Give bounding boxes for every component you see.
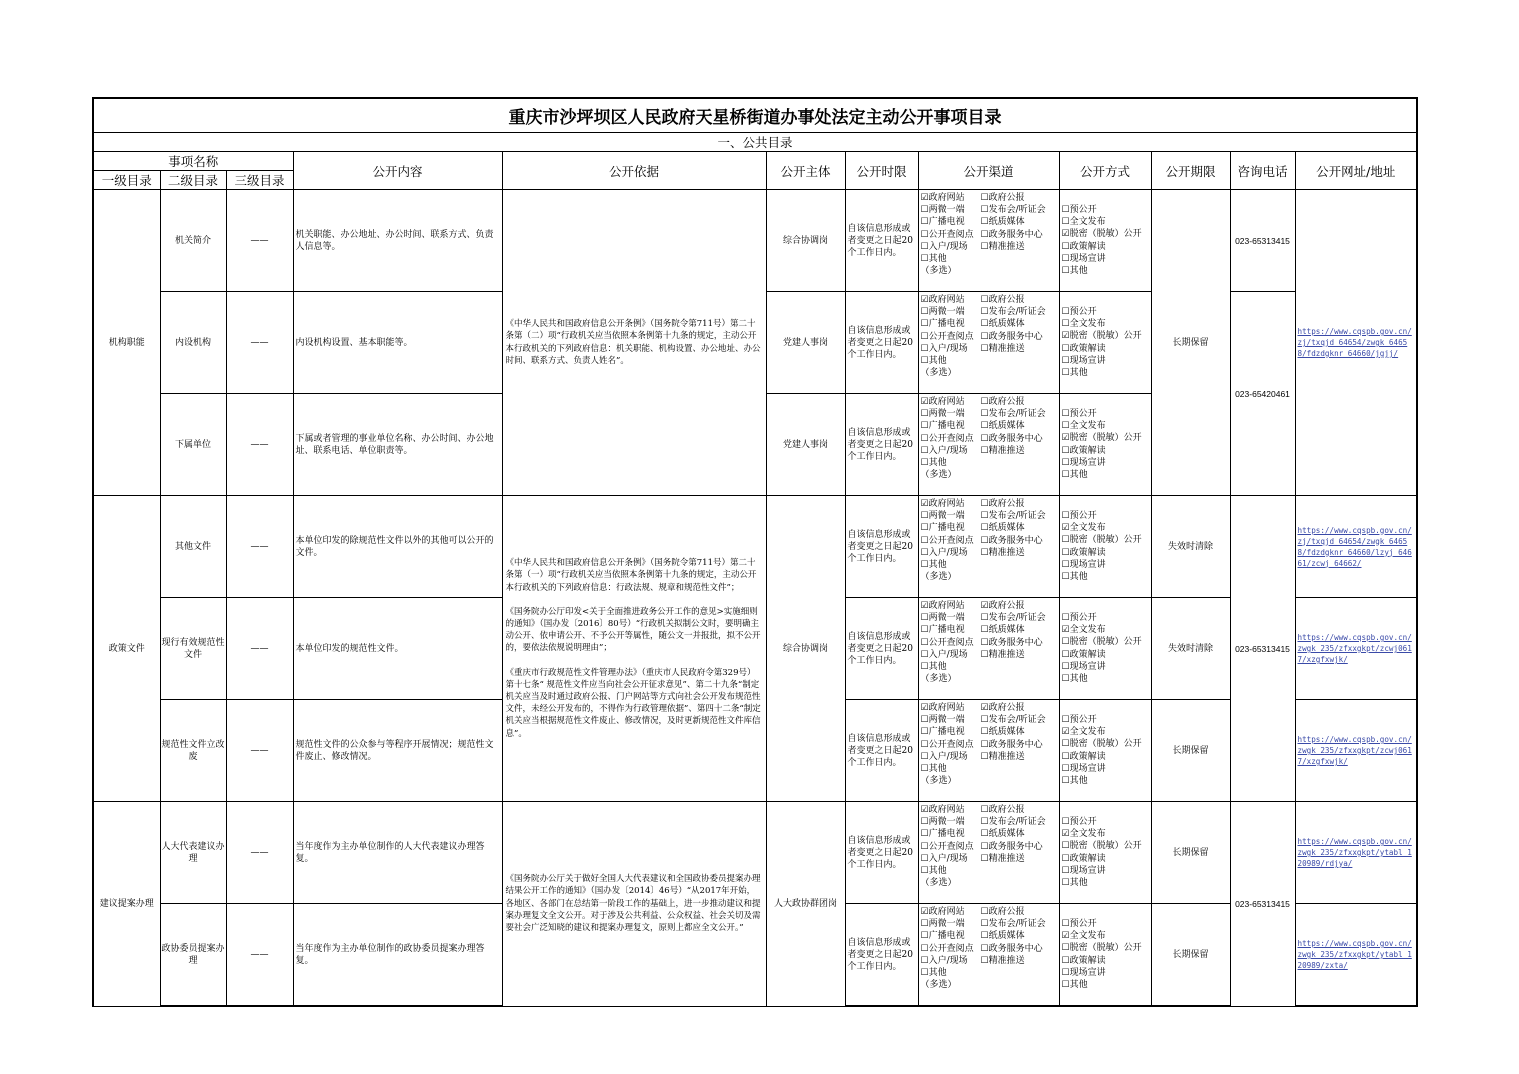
channel-option: ☐入户/现场 bbox=[920, 751, 968, 762]
method-option: ☐预公开 bbox=[1061, 306, 1097, 317]
method-option: ☐脱密（脱敏）公开 bbox=[1061, 637, 1142, 648]
method-option: ☐脱密（脱敏）公开 bbox=[1061, 943, 1142, 954]
period-cell: 长期保留 bbox=[1151, 802, 1230, 904]
multi-select-note: （多选） bbox=[920, 266, 957, 277]
phone-cell: 023-65313415 bbox=[1230, 190, 1295, 292]
channel-option: ☐入户/现场 bbox=[920, 343, 968, 354]
channel-option: ☐精准推送 bbox=[980, 445, 1025, 456]
channel-option: ☐纸质媒体 bbox=[980, 727, 1025, 738]
channel-option: ☑政府网站 bbox=[920, 499, 965, 509]
channel-option: ☐广播电视 bbox=[920, 523, 965, 534]
channel-option: ☑政府网站 bbox=[920, 703, 965, 713]
channel-option: ☐政府公报 bbox=[980, 805, 1025, 815]
channel-option: ☐精准推送 bbox=[980, 343, 1025, 354]
method-option: ☑全文发布 bbox=[1061, 727, 1106, 738]
method-option: ☐全文发布 bbox=[1061, 217, 1106, 228]
channel-option: ☐其他 bbox=[920, 764, 947, 775]
method-option: ☐现场宣讲 bbox=[1061, 967, 1106, 978]
channel-option: ☐广播电视 bbox=[920, 217, 965, 228]
method-option: ☑脱密（脱敏）公开 bbox=[1061, 331, 1142, 342]
channel-option: ☐两微一端 bbox=[920, 919, 965, 930]
header-url: 公开网址/地址 bbox=[1295, 152, 1417, 190]
header-subject: 公开主体 bbox=[766, 152, 845, 190]
channel-option: ☐两微一端 bbox=[920, 613, 965, 624]
time-cell: 自该信息形成或者变更之日起20个工作日内。 bbox=[845, 700, 918, 802]
level3-cell: —— bbox=[226, 904, 293, 1007]
channel-option: ☐精准推送 bbox=[980, 751, 1025, 762]
method-option: ☐政策解读 bbox=[1061, 445, 1106, 456]
method-option: ☐其他 bbox=[1061, 979, 1088, 990]
channel-option: ☐发布会/听证会 bbox=[980, 613, 1046, 624]
channel-cell bbox=[918, 190, 1059, 292]
basis-paragraph: 《中华人民共和国政府信息公开条例》（国务院令第711号）第二十条第（一）项“行政机关应当依照本条例第十九条的规定，主动公开本行政机关的下列政府信息：行政法规、规章和规范性文件”； bbox=[505, 558, 757, 593]
channel-option: ☐纸质媒体 bbox=[980, 931, 1025, 942]
phone-cell: 023-65313415 bbox=[1230, 802, 1295, 1007]
multi-select-note: （多选） bbox=[920, 980, 957, 991]
channel-option: ☐其他 bbox=[920, 662, 947, 673]
channel-option: ☐入户/现场 bbox=[920, 241, 968, 252]
level3-cell: —— bbox=[226, 190, 293, 292]
method-option: ☐政策解读 bbox=[1061, 955, 1106, 966]
channel-option: ☑政府网站 bbox=[920, 907, 965, 917]
method-option: ☐其他 bbox=[1061, 265, 1088, 276]
channel-option: ☑政府公报 bbox=[980, 601, 1025, 611]
header-basis: 公开依据 bbox=[502, 152, 766, 190]
level2-cell: 其他文件 bbox=[160, 496, 226, 598]
url-link[interactable]: https://www.cqspb.gov.cn/zj/txqjd_64654/zwgk_64658/fdzdgknr_64660/lzyj_64661/zcwj_64662/ bbox=[1297, 525, 1412, 568]
method-option: ☐现场宣讲 bbox=[1061, 763, 1106, 774]
channel-option: ☐发布会/听证会 bbox=[980, 919, 1046, 930]
content-cell: 机关职能、办公地址、办公时间、联系方式、负责人信息等。 bbox=[293, 190, 502, 292]
channel-option: ☐发布会/听证会 bbox=[980, 205, 1046, 216]
channel-option: ☐纸质媒体 bbox=[980, 625, 1025, 636]
method-option: ☐现场宣讲 bbox=[1061, 253, 1106, 264]
channel-option: ☐其他 bbox=[920, 968, 947, 979]
channel-option: ☐政府公报 bbox=[980, 193, 1025, 203]
channel-option: ☐广播电视 bbox=[920, 829, 965, 840]
header-level1: 一级目录 bbox=[93, 171, 160, 190]
level2-cell: 现行有效规范性文件 bbox=[160, 598, 226, 700]
channel-option: ☐发布会/听证会 bbox=[980, 409, 1046, 420]
period-cell: 长期保留 bbox=[1151, 700, 1230, 802]
channel-option: ☐公开查阅点 bbox=[920, 535, 974, 546]
time-cell: 自该信息形成或者变更之日起20个工作日内。 bbox=[845, 190, 918, 292]
channel-option: ☐公开查阅点 bbox=[920, 331, 974, 342]
method-option: ☐政策解读 bbox=[1061, 751, 1106, 762]
header-channel: 公开渠道 bbox=[918, 152, 1059, 190]
channel-option: ☐入户/现场 bbox=[920, 649, 968, 660]
method-option: ☐预公开 bbox=[1061, 714, 1097, 725]
method-cell bbox=[1059, 190, 1151, 292]
method-option: ☐预公开 bbox=[1061, 510, 1097, 521]
url-link[interactable]: https://www.cqspb.gov.cn/zwgk_235/zfxxgkpt/zcwj0617/xzgfxwjk/ bbox=[1297, 735, 1412, 766]
method-option: ☐脱密（脱敏）公开 bbox=[1061, 841, 1142, 852]
channel-option: ☐广播电视 bbox=[920, 421, 965, 432]
method-option: ☐脱密（脱敏）公开 bbox=[1061, 535, 1142, 546]
method-option: ☐政策解读 bbox=[1061, 649, 1106, 660]
method-option: ☐脱密（脱敏）公开 bbox=[1061, 739, 1142, 750]
method-option: ☑脱密（脱敏）公开 bbox=[1061, 433, 1142, 444]
channel-option: ☐其他 bbox=[920, 866, 947, 877]
method-option: ☐预公开 bbox=[1061, 816, 1097, 827]
method-option: ☑全文发布 bbox=[1061, 829, 1106, 840]
channel-option: ☐公开查阅点 bbox=[920, 637, 974, 648]
url-link[interactable]: https://www.cqspb.gov.cn/zwgk_235/zfxxgkpt/zcwj0617/xzgfxwjk/ bbox=[1297, 633, 1412, 664]
channel-option: ☑政府公报 bbox=[980, 703, 1025, 713]
table-row bbox=[93, 190, 1417, 292]
period-cell: 失效时清除 bbox=[1151, 496, 1230, 598]
multi-select-note: （多选） bbox=[920, 470, 957, 481]
channel-option: ☐发布会/听证会 bbox=[980, 817, 1046, 828]
method-option: ☑全文发布 bbox=[1061, 625, 1106, 636]
multi-select-note: （多选） bbox=[920, 776, 957, 787]
time-cell: 自该信息形成或者变更之日起20个工作日内。 bbox=[845, 394, 918, 496]
header-time: 公开时限 bbox=[845, 152, 918, 190]
basis-paragraph: 《中华人民共和国政府信息公开条例》（国务院令第711号）第二十条第（二）项“行政机关应当依照本条例第十九条的规定，主动公开本行政机关的下列政府信息：机关职能、机构设置、办公地址、办公时间、联系方式、负责人姓名”。 bbox=[505, 319, 761, 366]
channel-option: ☐政务服务中心 bbox=[980, 739, 1043, 750]
section-title: 一、公共目录 bbox=[93, 133, 1417, 152]
header-level3: 三级目录 bbox=[226, 171, 293, 190]
method-option: ☐现场宣讲 bbox=[1061, 457, 1106, 468]
channel-cell bbox=[918, 700, 1059, 802]
url-cell bbox=[1295, 904, 1417, 1007]
url-cell bbox=[1295, 598, 1417, 700]
level2-cell: 人大代表建议办理 bbox=[160, 802, 226, 904]
content-cell: 当年度作为主办单位制作的人大代表建议办理答复。 bbox=[293, 802, 502, 904]
channel-option: ☐政务服务中心 bbox=[980, 535, 1043, 546]
url-link[interactable]: https://www.cqspb.gov.cn/zj/txqjd_64654/zwgk_64658/fdzdgknr_64660/jgjj/ bbox=[1297, 327, 1412, 358]
channel-option: ☐公开查阅点 bbox=[920, 433, 974, 444]
channel-option: ☐纸质媒体 bbox=[980, 523, 1025, 534]
method-option: ☑脱密（脱敏）公开 bbox=[1061, 229, 1142, 240]
level1-cell: 机构职能 bbox=[93, 190, 160, 496]
method-option: ☐预公开 bbox=[1061, 408, 1097, 419]
channel-option: ☐入户/现场 bbox=[920, 445, 968, 456]
channel-option: ☐其他 bbox=[920, 254, 947, 265]
channel-option: ☐入户/现场 bbox=[920, 547, 968, 558]
subject-cell: 综合协调岗 bbox=[766, 190, 845, 292]
level3-cell: —— bbox=[226, 292, 293, 394]
channel-option: ☐精准推送 bbox=[980, 649, 1025, 660]
channel-option: ☐发布会/听证会 bbox=[980, 307, 1046, 318]
method-option: ☐其他 bbox=[1061, 673, 1088, 684]
catalog-sheet bbox=[92, 97, 1416, 1007]
channel-option: ☐其他 bbox=[920, 356, 947, 367]
method-option: ☐政策解读 bbox=[1061, 547, 1106, 558]
channel-option: ☑政府网站 bbox=[920, 601, 965, 611]
channel-option: ☐政务服务中心 bbox=[980, 331, 1043, 342]
channel-option: ☐两微一端 bbox=[920, 307, 965, 318]
method-cell bbox=[1059, 904, 1151, 1007]
period-cell: 长期保留 bbox=[1151, 190, 1230, 496]
basis-cell bbox=[502, 496, 766, 802]
channel-option: ☐政务服务中心 bbox=[980, 229, 1043, 240]
method-option: ☐现场宣讲 bbox=[1061, 865, 1106, 876]
level3-cell: —— bbox=[226, 496, 293, 598]
channel-option: ☑政府网站 bbox=[920, 805, 965, 815]
channel-option: ☐政务服务中心 bbox=[980, 637, 1043, 648]
channel-option: ☐其他 bbox=[920, 560, 947, 571]
level3-cell: —— bbox=[226, 598, 293, 700]
channel-option: ☐公开查阅点 bbox=[920, 943, 974, 954]
channel-option: ☐政府公报 bbox=[980, 397, 1025, 407]
method-option: ☐其他 bbox=[1061, 775, 1088, 786]
channel-cell bbox=[918, 904, 1059, 1007]
method-cell bbox=[1059, 394, 1151, 496]
basis-paragraph: 《国务院办公厅关于做好全国人大代表建议和全国政协委员提案办理结果公开工作的通知》（国办发〔2014〕46号）“从2017年开始，各地区、各部门在总结第一阶段工作的基础上，进一步推动建议和提案办理复文全文公开。对于涉及公共利益、公众权益、社会关切及需要社会广泛知晓的建议和提案办理复文，原则上都应全文公开。” bbox=[505, 874, 761, 934]
channel-option: ☐公开查阅点 bbox=[920, 739, 974, 750]
channel-cell bbox=[918, 598, 1059, 700]
content-cell: 本单位印发的除规范性文件以外的其他可以公开的文件。 bbox=[293, 496, 502, 598]
channel-option: ☐发布会/听证会 bbox=[980, 715, 1046, 726]
level1-cell: 政策文件 bbox=[93, 496, 160, 802]
period-cell: 长期保留 bbox=[1151, 904, 1230, 1007]
header-phone: 咨询电话 bbox=[1230, 152, 1295, 190]
level3-cell: —— bbox=[226, 802, 293, 904]
basis-paragraph: 《国务院办公厅印发<关于全面推进政务公开工作的意见>实施细则的通知》（国办发〔2016〕80号）“行政机关拟制公文时，要明确主动公开、依申请公开、不予公开等属性，随公文一并报批，拟不公开的，要依法依规说明理由”； bbox=[505, 606, 761, 654]
method-option: ☐全文发布 bbox=[1061, 421, 1106, 432]
level2-cell: 机关简介 bbox=[160, 190, 226, 292]
channel-option: ☐政府公报 bbox=[980, 499, 1025, 509]
phone-cell: 023-65420461 bbox=[1230, 292, 1295, 496]
channel-option: ☐广播电视 bbox=[920, 319, 965, 330]
channel-option: ☐发布会/听证会 bbox=[980, 511, 1046, 522]
channel-option: ☐入户/现场 bbox=[920, 955, 968, 966]
header-level2: 二级目录 bbox=[160, 171, 226, 190]
channel-option: ☐纸质媒体 bbox=[980, 217, 1025, 228]
channel-option: ☐精准推送 bbox=[980, 241, 1025, 252]
method-option: ☐预公开 bbox=[1061, 612, 1097, 623]
multi-select-note: （多选） bbox=[920, 674, 957, 685]
table-row bbox=[93, 802, 1417, 904]
subject-cell: 党建人事岗 bbox=[766, 394, 845, 496]
method-option: ☐政策解读 bbox=[1061, 343, 1106, 354]
method-option: ☑全文发布 bbox=[1061, 523, 1106, 534]
channel-option: ☐其他 bbox=[920, 458, 947, 469]
method-option: ☐预公开 bbox=[1061, 204, 1097, 215]
time-cell: 自该信息形成或者变更之日起20个工作日内。 bbox=[845, 904, 918, 1007]
method-cell bbox=[1059, 802, 1151, 904]
phone-cell: 023-65313415 bbox=[1230, 496, 1295, 802]
basis-cell bbox=[502, 802, 766, 1007]
subject-cell: 党建人事岗 bbox=[766, 292, 845, 394]
method-cell bbox=[1059, 700, 1151, 802]
method-option: ☐其他 bbox=[1061, 367, 1088, 378]
multi-select-note: （多选） bbox=[920, 572, 957, 583]
channel-cell bbox=[918, 802, 1059, 904]
url-cell bbox=[1295, 700, 1417, 802]
channel-option: ☑政府网站 bbox=[920, 193, 965, 203]
method-option: ☐现场宣讲 bbox=[1061, 661, 1106, 672]
url-cell bbox=[1295, 190, 1417, 496]
channel-cell bbox=[918, 394, 1059, 496]
level1-cell: 建议提案办理 bbox=[93, 802, 160, 1007]
content-cell: 本单位印发的规范性文件。 bbox=[293, 598, 502, 700]
url-link[interactable]: https://www.cqspb.gov.cn/zwgk_235/zfxxgkpt/ytabl_120989/zxta/ bbox=[1297, 939, 1412, 970]
channel-cell bbox=[918, 496, 1059, 598]
channel-option: ☐公开查阅点 bbox=[920, 229, 974, 240]
method-option: ☐其他 bbox=[1061, 571, 1088, 582]
channel-option: ☐政务服务中心 bbox=[980, 841, 1043, 852]
basis-paragraph: 《重庆市行政规范性文件管理办法》（重庆市人民政府令第329号）第十七条“ 规范性文件应当向社会公开征求意见”、第二十九条“制定机关应当及时通过政府公报、门户网站等方式向社会公开发布规范性文件，未经公开发布的，不得作为行政管理依据”、第四十二条“制定机关应当根据规范性文件废止、修改情况，及时更新规范性文件库信息”。 bbox=[505, 667, 761, 739]
method-option: ☑全文发布 bbox=[1061, 931, 1106, 942]
level3-cell: —— bbox=[226, 700, 293, 802]
method-option: ☐政策解读 bbox=[1061, 853, 1106, 864]
channel-option: ☐精准推送 bbox=[980, 955, 1025, 966]
time-cell: 自该信息形成或者变更之日起20个工作日内。 bbox=[845, 292, 918, 394]
page-title: 重庆市沙坪坝区人民政府天星桥街道办事处法定主动公开事项目录 bbox=[93, 98, 1417, 133]
multi-select-note: （多选） bbox=[920, 878, 957, 889]
channel-option: ☐政务服务中心 bbox=[980, 433, 1043, 444]
table-row bbox=[93, 496, 1417, 598]
subject-cell: 综合协调岗 bbox=[766, 496, 845, 802]
method-option: ☐其他 bbox=[1061, 469, 1088, 480]
header-content: 公开内容 bbox=[293, 152, 502, 190]
channel-option: ☐公开查阅点 bbox=[920, 841, 974, 852]
channel-option: ☐政府公报 bbox=[980, 907, 1025, 917]
time-cell: 自该信息形成或者变更之日起20个工作日内。 bbox=[845, 496, 918, 598]
channel-option: ☑政府网站 bbox=[920, 295, 965, 305]
content-cell: 内设机构设置、基本职能等。 bbox=[293, 292, 502, 394]
channel-option: ☐两微一端 bbox=[920, 817, 965, 828]
period-cell: 失效时清除 bbox=[1151, 598, 1230, 700]
method-cell bbox=[1059, 598, 1151, 700]
channel-option: ☐广播电视 bbox=[920, 727, 965, 738]
channel-option: ☐两微一端 bbox=[920, 511, 965, 522]
channel-option: ☐纸质媒体 bbox=[980, 829, 1025, 840]
content-cell: 规范性文件的公众参与等程序开展情况；规范性文件废止、修改情况。 bbox=[293, 700, 502, 802]
url-link[interactable]: https://www.cqspb.gov.cn/zwgk_235/zfxxgkpt/ytabl_120989/rdjya/ bbox=[1297, 837, 1412, 868]
channel-option: ☐政务服务中心 bbox=[980, 943, 1043, 954]
url-cell bbox=[1295, 496, 1417, 598]
channel-option: ☐入户/现场 bbox=[920, 853, 968, 864]
time-cell: 自该信息形成或者变更之日起20个工作日内。 bbox=[845, 598, 918, 700]
level2-cell: 政协委员提案办理 bbox=[160, 904, 226, 1007]
channel-option: ☐纸质媒体 bbox=[980, 319, 1025, 330]
level2-cell: 内设机构 bbox=[160, 292, 226, 394]
channel-option: ☐纸质媒体 bbox=[980, 421, 1025, 432]
header-item-name: 事项名称 bbox=[93, 152, 293, 171]
channel-option: ☑政府网站 bbox=[920, 397, 965, 407]
header-period: 公开期限 bbox=[1151, 152, 1230, 190]
channel-option: ☐精准推送 bbox=[980, 853, 1025, 864]
channel-option: ☐两微一端 bbox=[920, 205, 965, 216]
level2-cell: 规范性文件立改废 bbox=[160, 700, 226, 802]
url-cell bbox=[1295, 802, 1417, 904]
channel-option: ☐广播电视 bbox=[920, 625, 965, 636]
method-option: ☐现场宣讲 bbox=[1061, 355, 1106, 366]
method-cell bbox=[1059, 292, 1151, 394]
channel-option: ☐两微一端 bbox=[920, 715, 965, 726]
method-cell bbox=[1059, 496, 1151, 598]
catalog-table bbox=[92, 97, 1418, 1007]
level2-cell: 下属单位 bbox=[160, 394, 226, 496]
method-option: ☐政策解读 bbox=[1061, 241, 1106, 252]
channel-cell bbox=[918, 292, 1059, 394]
level3-cell: —— bbox=[226, 394, 293, 496]
method-option: ☐现场宣讲 bbox=[1061, 559, 1106, 570]
content-cell: 当年度作为主办单位制作的政协委员提案办理答复。 bbox=[293, 904, 502, 1007]
channel-option: ☐精准推送 bbox=[980, 547, 1025, 558]
content-cell: 下属或者管理的事业单位名称、办公时间、办公地址、联系电话、单位职责等。 bbox=[293, 394, 502, 496]
channel-option: ☐广播电视 bbox=[920, 931, 965, 942]
channel-option: ☐两微一端 bbox=[920, 409, 965, 420]
method-option: ☐预公开 bbox=[1061, 918, 1097, 929]
channel-option: ☐政府公报 bbox=[980, 295, 1025, 305]
method-option: ☐全文发布 bbox=[1061, 319, 1106, 330]
basis-cell bbox=[502, 190, 766, 496]
multi-select-note: （多选） bbox=[920, 368, 957, 379]
method-option: ☐其他 bbox=[1061, 877, 1088, 888]
subject-cell: 人大政协群团岗 bbox=[766, 802, 845, 1007]
time-cell: 自该信息形成或者变更之日起20个工作日内。 bbox=[845, 802, 918, 904]
header-method: 公开方式 bbox=[1059, 152, 1151, 190]
